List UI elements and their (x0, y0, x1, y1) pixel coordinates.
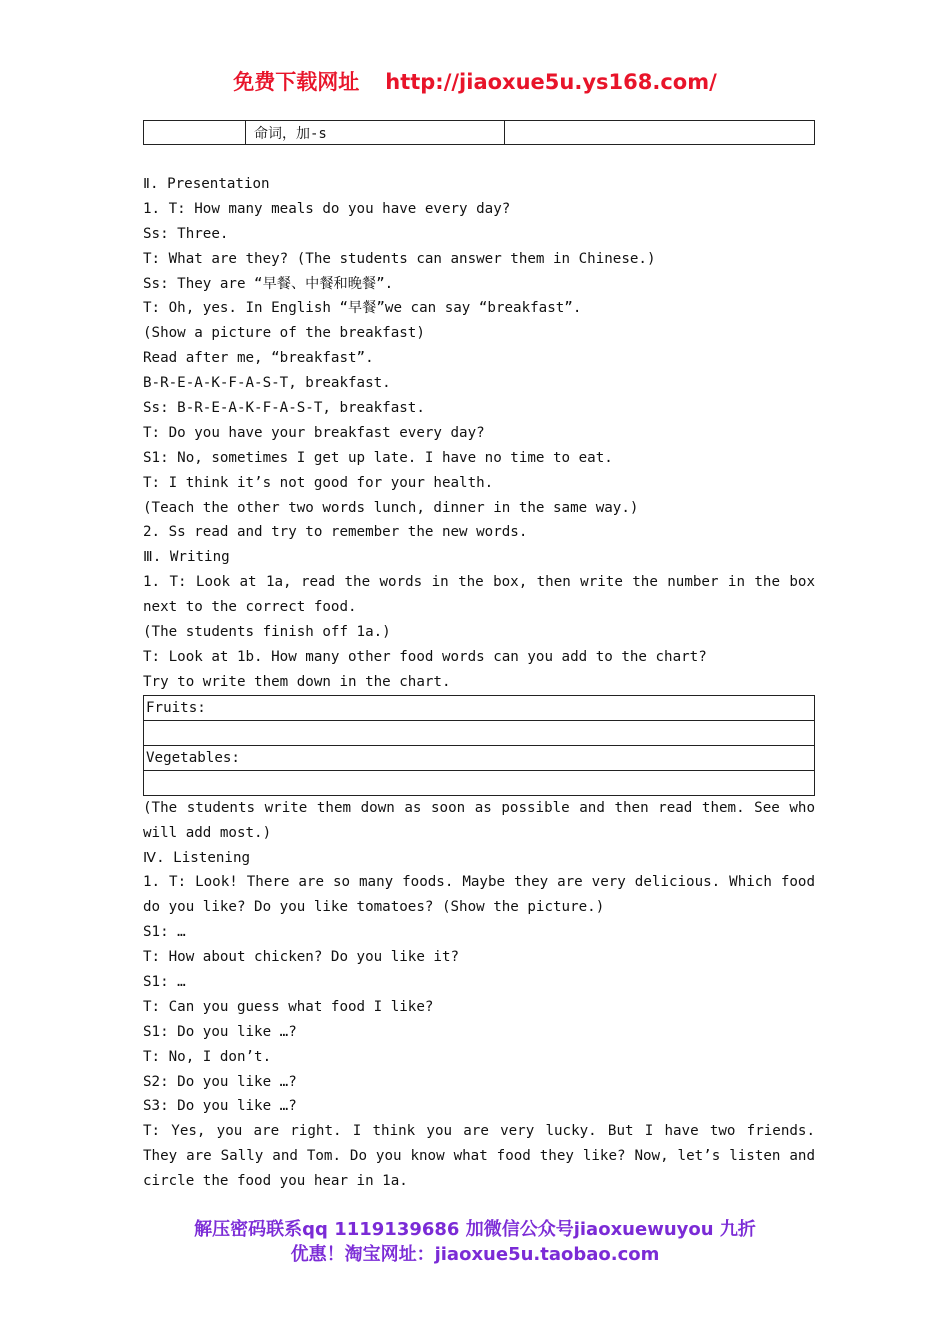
header-label: 免费下载网址 (233, 70, 360, 94)
page-header (0, 66, 950, 96)
text-line: Ⅲ. Writing (143, 549, 230, 566)
food-chart (143, 695, 815, 796)
text-line: B-R-E-A-K-F-A-S-T, breakfast. (143, 375, 391, 392)
text-line: Ⅱ. Presentation (143, 176, 270, 192)
text-line: (Show a picture of the breakfast) (143, 325, 425, 342)
presentation-section (143, 172, 815, 570)
chart-note: (The students write them down as soon as possible and then read them. See who will add most.) (143, 799, 815, 841)
listening-intro: 1. T: Look! There are so many foods. Maybe they are very delicious. Which food do you like? Do you like tomatoes? (Show the picture.) (143, 874, 815, 916)
footer-line-1: 解压密码联系qq 1119139686 加微信公众号jiaoxuewuyou 九折 (194, 1219, 756, 1240)
chart-row-vegetables: Vegetables: (144, 745, 815, 770)
writing-instruction: 1. T: Look at 1a, read the words in the box, then write the number in the box next to the correct food. (143, 574, 815, 616)
text-line: T: No, I don’t. (143, 1048, 272, 1065)
text-line: Ss: Three. (143, 225, 229, 242)
chart-row-fruits: Fruits: (144, 695, 815, 720)
text-line: S1: No, sometimes I get up late. I have no time to eat. (143, 449, 613, 466)
chart-row-fruits-blank (144, 720, 815, 745)
text-line: Ⅳ. Listening (143, 849, 251, 866)
text-line: S1: … (143, 924, 186, 941)
footer-line-2: 优惠！淘宝网址：jiaoxue5u.taobao.com (290, 1244, 660, 1265)
text-line: T: Oh, yes. In English “早餐”we can say “breakfast”. (143, 300, 582, 317)
text-line: T: How about chicken? Do you like it? (143, 949, 460, 966)
text-line: 2. Ss read and try to remember the new words. (143, 524, 528, 541)
lesson-content (143, 172, 815, 1194)
text-line: S3: Do you like …? (143, 1098, 297, 1115)
text-line: (Teach the other two words lunch, dinner in the same way.) (143, 499, 639, 516)
top-table-cell-1 (144, 121, 246, 145)
text-line: T: Look at 1b. How many other food words can you add to the chart? (143, 648, 707, 665)
listening-heading (143, 846, 815, 871)
header-url-link[interactable]: http://jiaoxue5u.ys168.com/ (385, 70, 717, 94)
text-line: 1. T: How many meals do you have every day? (143, 200, 511, 217)
top-table-cell-2: 命词，加-s (246, 121, 505, 145)
text-line: Ss: They are “早餐、中餐和晚餐”. (143, 275, 394, 292)
listening-dialogue (143, 920, 815, 1119)
text-line: T: Do you have your breakfast every day? (143, 424, 485, 441)
top-table (143, 120, 815, 145)
text-line: S2: Do you like …? (143, 1073, 297, 1090)
text-line: Read after me, “breakfast”. (143, 350, 374, 367)
text-line: S1: Do you like …? (143, 1023, 297, 1040)
text-line: T: Can you guess what food I like? (143, 998, 434, 1015)
page-footer (0, 1217, 950, 1267)
text-line: T: What are they? (The students can answer them in Chinese.) (143, 250, 656, 267)
top-table-cell-3 (505, 121, 815, 145)
text-line: Ss: B-R-E-A-K-F-A-S-T, breakfast. (143, 400, 425, 417)
text-line: Try to write them down in the chart. (143, 673, 451, 690)
text-line: S1: … (143, 974, 186, 991)
listening-instruction: T: Yes, you are right. I think you are very lucky. But I have two friends. They are Sally and Tom. Do you know what food they like? Now, let’s listen and circle the food you hear in 1a. (143, 1123, 815, 1190)
chart-row-vegetables-blank (144, 770, 815, 795)
writing-section (143, 620, 815, 695)
text-line: (The students finish off 1a.) (143, 624, 391, 641)
text-line: T: I think it’s not good for your health. (143, 474, 494, 491)
